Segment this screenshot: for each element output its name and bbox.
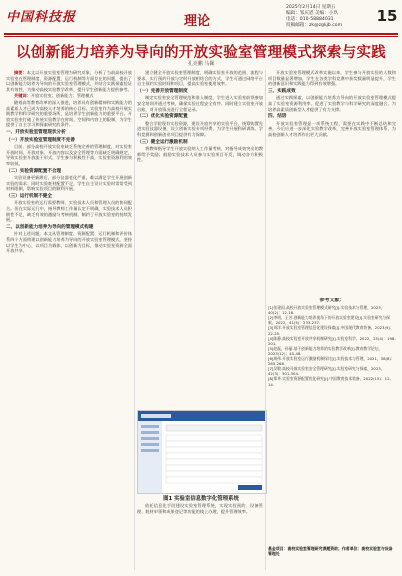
header-rule-thin: [4, 36, 398, 37]
section-heading: 四、结语: [268, 114, 287, 120]
paragraph: 整合学院现有实验资源，建设开放共享的实验平台，统筹购置先进实验仪器设备，设立创新实验专项经费，为学生开展科研训练、学科竞赛和创新创业项目提供有力保障。: [137, 120, 263, 137]
abstract-label: 摘要：: [14, 70, 27, 75]
reference-item: [8]郑华.实验室资源配置优化研究[J].中国教育技术装备，2022(15)：12-14.: [268, 376, 391, 387]
paragraph: 实验设备更新滞后，部分仪器老化严重，难以满足学生开展创新实验的需求；同时实验耗材配置不足，学生自主设计实验时常常受到材料限制，影响实验项目的顺利开展。: [6, 175, 132, 192]
reference-item: [1]张建国.高校开放实验室管理模式研究[J].实验技术与管理，2023，40(2)：12-16.: [268, 305, 385, 316]
article-column-1: [6, 70, 132, 566]
section-heading: 三、实践成效: [268, 88, 296, 94]
reference-item: [3]刘洋.开放实验室管理信息化建设探索[J].中国现代教育装备，2023(9)：22-25.: [268, 325, 394, 336]
reference-item: [2]李明，王芳.创新能力培养视角下的开放实验室建设[J].实验室研究与探索，2022，41(5)：233-237.: [268, 315, 390, 326]
column-divider: [265, 70, 266, 570]
subsection-heading: （二）实验资源配置不合理: [6, 168, 62, 174]
figure-caption: 图1 实验室信息数字化管理系统: [163, 496, 239, 502]
figure-screenshot: [137, 410, 267, 494]
email: 投稿邮箱：zk@zgkjb.com: [286, 23, 343, 28]
subsection-heading: （三）健全运行激励机制: [137, 139, 188, 145]
paragraph: 目前，部分高校开放实验室缺乏系统完善的管理制度，对实验室开放时间、开放对象、开放内容以及安全管理等方面缺乏明确规定，导致实验室开放流于形式，学生参与积极性不高，实验室资源利用效率较低。: [6, 144, 132, 166]
column-divider: [134, 70, 135, 570]
issue-meta: [286, 5, 342, 29]
article-column-2-bottom: [137, 503, 263, 573]
page-number: 15: [376, 7, 398, 25]
article-byline: 孔亮鹏 马佩: [187, 61, 215, 67]
reference-item: [4]陈静.高校实验室开放共享机制研究[J].实验室科学，2022，25(4)：198-201.: [268, 335, 396, 346]
article-headline: 以创新能力培养为导向的开放实验室管理模式探索与实践: [16, 45, 386, 61]
subsection-heading: （二）优化实验资源配置: [137, 114, 188, 120]
paragraph: 依托信息化手段建设实验室管理系统，实现实验预约、设备管理、耗材申领和成果登记等功能的线上办理，提升管理效率。: [137, 503, 263, 514]
subsection-heading: （三）运行机制不健全: [6, 193, 52, 199]
section-heading: 一、开放实验室管理现状分析: [6, 129, 66, 135]
fund-note: 基金项目：高校实验室管理研究课题资助；作者单位：高校实验室与设备管理处: [268, 546, 393, 557]
abstract: 摘要：本文以开放实验室管理为研究对象，分析了当前高校开放实验室在管理制度、资源配置、运行机制等方面存在的问题，提出了以创新能力培养为导向的开放实验室管理模式，并结合实践探索验证其有效性，为推动高校实验教学改革、提升学生创新能力提供参考。: [6, 70, 132, 92]
keywords: 关键词：开放实验室；创新能力；管理模式: [14, 93, 94, 99]
paragraph: 制定实验室安全管理规范和准入制度，学生进入实验室前须参加安全培训并通过考核，确保实验过程安全有序。同时建立实验室开放台账，对开放情况进行全程记录。: [137, 95, 263, 112]
editor-credit: 编辑：邹庆恩 美编：小玖: [286, 11, 338, 16]
system-screenshot-image: [138, 411, 266, 493]
references-title: 参考文献：: [319, 298, 345, 303]
subsection-heading: （一）完善开放管理制度: [137, 88, 188, 94]
paragraph: 通过实践探索，以创新能力培养为导向的开放实验室管理模式提高了实验室资源利用率，促进了实验教学与科学研究的深度融合，为培养高素质创新型人才提供了有力支撑。: [268, 95, 396, 112]
article-column-3: [268, 70, 396, 296]
article-column-2: [137, 70, 263, 406]
paragraph: 开放实验室管理是一项系统工程，需要在实践中不断总结和完善。今后应进一步深化实验教学改革，完善开放实验室管理体系，为高校创新人才培养作出更大贡献。: [268, 120, 396, 137]
newspaper-logo: 中国科技报: [6, 10, 77, 25]
references: [268, 298, 396, 546]
paragraph: 开放实验室的运行需要教师、实验技术人员和管理人员的协同配合。但在实际运行中，指导教师工作量认定不明确，实验技术人员积极性不足，缺乏有效的激励与考核机制，制约了开放实验室的持续发展。: [6, 200, 132, 223]
masthead: [0, 0, 402, 34]
subsection-heading: （一）开放实验室管理制度不完善: [6, 137, 75, 143]
section-title: 理论: [184, 14, 211, 29]
reference-item: [7]吴敏.高校开放实验室安全管理研究[J].实验室研究与探索，2023，42(3)：301-304.: [268, 366, 385, 377]
keywords-label: 关键词：: [14, 93, 31, 99]
reference-item: [5]赵磊，孙丽.基于创新能力培养的实验教学改革[J].教育教学论坛，2023(12)：45-48.: [268, 345, 383, 356]
section-heading: 二、以创新能力培养为导向的管理模式构建: [6, 224, 94, 230]
issue-date: 2025年2月14日 星期五: [286, 5, 336, 10]
paragraph: 开放实验室管理模式改革实施以来，学生参与开放实验的人数和项目数量显著增加，学生在各类学科竞赛中获奖数量明显提升，学生的创新意识和实践能力得到有效增强。: [268, 70, 396, 87]
paragraph: 随着高等教育改革的深入推进，培养具有创新精神和实践能力的高素质人才已成为高校人才培养的核心目标。实验室作为高校开展实践教学和科学研究的重要场所，是培养学生创新能力的重要平台。开放实验室打破了传统实验教学在时间、空间和内容上的限制，为学生提供了自主学习和探索研究的条件。: [6, 99, 132, 128]
header-rule: [4, 33, 398, 35]
phone: 电话：010-58884031: [286, 17, 334, 22]
paragraph: 针对上述问题，本文从管理制度、资源配置、运行机制和评价体系四个方面构建以创新能力培养为导向的开放实验室管理模式，坚持以学生为中心，以项目为载体，以创新为目标，推动实验室资源全面开放共享。: [6, 231, 132, 254]
paragraph: 建立健全开放实验室管理制度，明确实验室开放的范围、流程与要求。实行预约开放与定时开放相结合的方式，学生可通过网络平台自主预约实验时间和项目，提高实验室使用效率。: [137, 70, 263, 87]
reference-item: [6]周伟.开放实验室运行激励机制探讨[J].实验技术与管理，2021，38(8)：265-268.: [268, 356, 395, 367]
paragraph: 将教师指导学生开放实验纳入工作量考核，对指导成效突出的教师给予奖励；鼓励实验技术人员参与实验项目开发，调动各方积极性。: [137, 146, 263, 163]
